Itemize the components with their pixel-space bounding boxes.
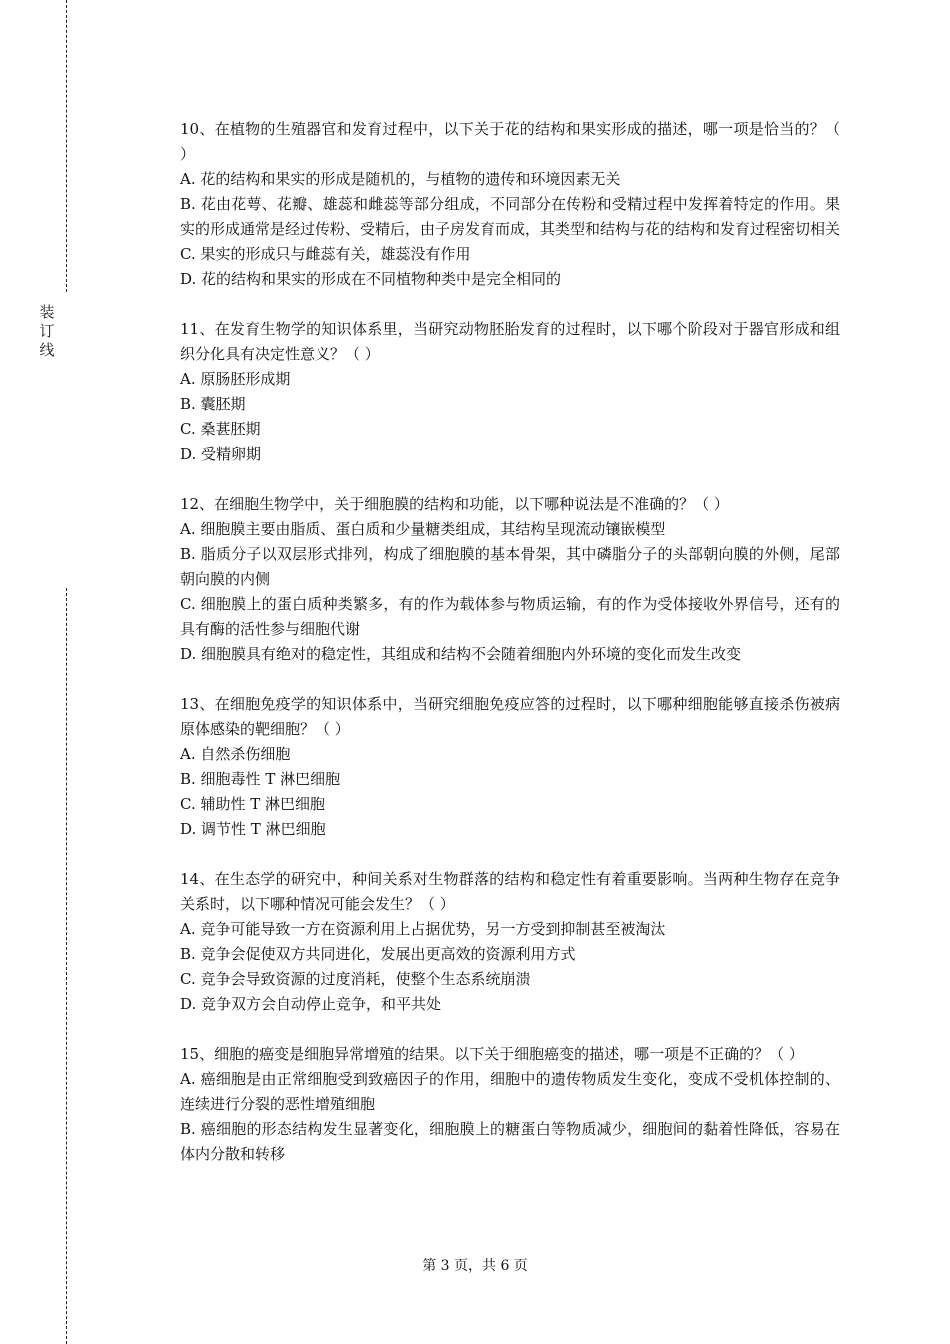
option-a: A. 原肠胚形成期 <box>180 370 291 388</box>
question-12 <box>180 492 840 667</box>
binding-line-top <box>66 0 67 292</box>
option-c: C. 辅助性 T 淋巴细胞 <box>180 795 326 813</box>
option-d: D. 细胞膜具有绝对的稳定性，其组成和结构不会随着细胞内外环境的变化而发生改变 <box>180 645 742 663</box>
option-a: A. 花的结构和果实的形成是随机的，与植物的遗传和环境因素无关 <box>180 170 621 188</box>
question-11 <box>180 317 840 467</box>
option-c: C. 细胞膜上的蛋白质种类繁多，有的作为载体参与物质运输，有的作为受体接收外界信号，还有的具有酶的活性参与细胞代谢 <box>180 595 840 638</box>
option-c: C. 竞争会导致资源的过度消耗，使整个生态系统崩溃 <box>180 970 531 988</box>
option-a: A. 自然杀伤细胞 <box>180 745 291 763</box>
binding-char: 装 <box>39 303 55 321</box>
page-number: 第 3 页，共 6 页 <box>422 1258 528 1274</box>
question-stem: 11、在发育生物学的知识体系里，当研究动物胚胎发育的过程时，以下哪个阶段对于器官形成和组织分化具有决定性意义？（ ） <box>180 320 840 363</box>
question-13 <box>180 692 840 842</box>
option-b: B. 花由花萼、花瓣、雄蕊和雌蕊等部分组成，不同部分在传粉和受精过程中发挥着特定的作用。果实的形成通常是经过传粉、受精后，由子房发育而成，其类型和结构与花的结构和发育过程密切相关 <box>180 195 841 238</box>
question-stem: 13、在细胞免疫学的知识体系中，当研究细胞免疫应答的过程时，以下哪种细胞能够直接杀伤被病原体感染的靶细胞？（ ） <box>180 695 840 738</box>
option-b: B. 细胞毒性 T 淋巴细胞 <box>180 770 341 788</box>
question-10 <box>180 117 840 292</box>
option-a: A. 竞争可能导致一方在资源利用上占据优势，另一方受到抑制甚至被淘汰 <box>180 920 666 938</box>
option-d: D. 受精卵期 <box>180 445 262 463</box>
option-b: B. 竞争会促使双方共同进化，发展出更高效的资源利用方式 <box>180 945 576 963</box>
binding-char: 订 <box>39 322 55 340</box>
option-a: A. 细胞膜主要由脂质、蛋白质和少量糖类组成，其结构呈现流动镶嵌模型 <box>180 520 666 538</box>
option-b: B. 癌细胞的形态结构发生显著变化，细胞膜上的糖蛋白等物质减少，细胞间的黏着性降低，容易在体内分散和转移 <box>180 1120 840 1163</box>
question-list <box>180 117 840 1192</box>
option-d: D. 调节性 T 淋巴细胞 <box>180 820 326 838</box>
option-a: A. 癌细胞是由正常细胞受到致癌因子的作用，细胞中的遗传物质发生变化，变成不受机体控制的、连续进行分裂的恶性增殖细胞 <box>180 1070 840 1113</box>
question-14 <box>180 867 840 1017</box>
option-d: D. 花的结构和果实的形成在不同植物种类中是完全相同的 <box>180 270 562 288</box>
page-footer <box>0 1256 950 1276</box>
option-c: C. 桑葚胚期 <box>180 420 261 438</box>
binding-line-bottom <box>66 588 67 1344</box>
question-15 <box>180 1042 840 1167</box>
option-d: D. 竞争双方会自动停止竞争，和平共处 <box>180 995 442 1013</box>
question-stem: 15、细胞的癌变是细胞异常增殖的结果。以下关于细胞癌变的描述，哪一项是不正确的？（ ） <box>180 1045 804 1063</box>
question-stem: 12、在细胞生物学中，关于细胞膜的结构和功能，以下哪种说法是不准确的？（ ） <box>180 495 729 513</box>
binding-label <box>37 303 57 360</box>
question-stem: 14、在生态学的研究中，种间关系对生物群落的结构和稳定性有着重要影响。当两种生物存在竞争关系时，以下哪种情况可能会发生？（ ） <box>180 870 840 913</box>
binding-char: 线 <box>39 341 55 359</box>
question-stem: 10、在植物的生殖器官和发育过程中，以下关于花的结构和果实形成的描述，哪一项是恰当的？（ ） <box>180 120 840 163</box>
option-b: B. 囊胚期 <box>180 395 246 413</box>
option-c: C. 果实的形成只与雌蕊有关，雄蕊没有作用 <box>180 245 471 263</box>
option-b: B. 脂质分子以双层形式排列，构成了细胞膜的基本骨架，其中磷脂分子的头部朝向膜的外侧，尾部朝向膜的内侧 <box>180 545 840 588</box>
